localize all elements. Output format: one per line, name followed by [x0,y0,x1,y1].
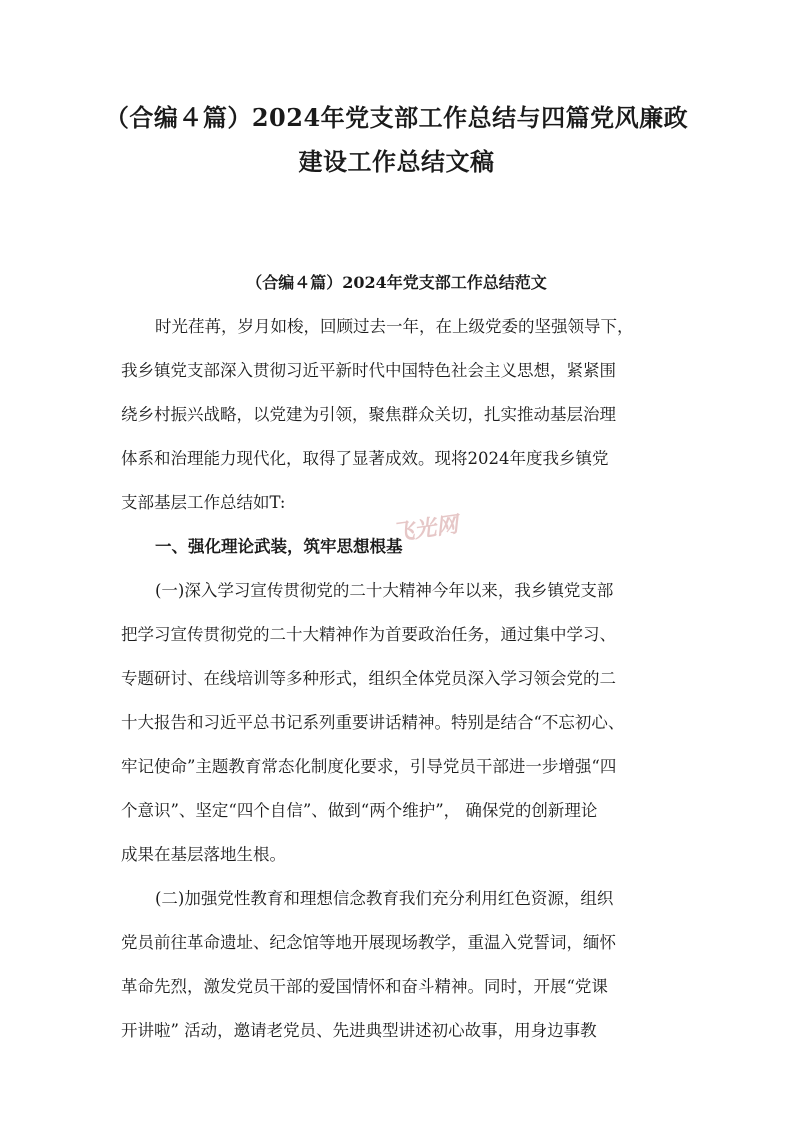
watermark-logo: 飞光网 [390,512,460,547]
paragraph-line: 专题研讨、在线培训等多种形式，组织全体党员深入学习领会党的二 [121,669,616,688]
paragraph-line: 成果在基层落地生根。 [121,845,286,864]
paragraph-line: 我乡镇党支部深入贯彻习近平新时代中国特色社会主义思想，紧紧围 [121,361,616,380]
paragraph-line: (一)深入学习宣传贯彻党的二十大精神今年以来，我乡镇党支部 [155,581,614,600]
section-title: （合编４篇）2024年党支部工作总结范文 [246,273,547,292]
paragraph-line: 把学习宣传贯彻党的二十大精神作为首要政治任务，通过集中学习、 [121,625,616,644]
title-line-2: 建设工作总结文稿 [298,147,495,176]
paragraph-line: (二)加强党性教育和理想信念教育我们充分利用红色资源，组织 [155,889,614,908]
paragraph-line: 绕乡村振兴战略，以党建为引领，聚焦群众关切，扎实推动基层治理 [121,405,616,424]
paragraph-line: 体系和治理能力现代化，取得了显著成效。现将2024年度我乡镇党 [121,449,609,468]
document-title [80,96,713,184]
paragraph-line: 时光荏苒，岁月如梭，回顾过去一年，在上级党委的坚强领导下， [155,317,634,336]
section-heading: 一、强化理论武装，筑牢思想根基 [155,537,403,556]
title-line-1: （合编４篇）2024年党支部工作总结与四篇党风廉政 [104,103,689,132]
paragraph-line: 个意识”、坚定“四个自信”、做到“两个维护”， 确保党的创新理论 [121,801,598,820]
paragraph-line: 十大报告和习近平总书记系列重要讲话精神。特别是结合“不忘初心、 [121,713,625,732]
paragraph-line: 牢记使命”主题教育常态化制度化要求，引导党员干部进一步增强“四 [121,757,617,776]
paragraph-line: 开讲啦” 活动，邀请老党员、先进典型讲述初心故事，用身边事教 [121,1021,597,1040]
paragraph-line: 支部基层工作总结如T: [121,493,286,512]
paragraph-line: 党员前往革命遗址、纪念馆等地开展现场教学，重温入党誓词，缅怀 [121,933,616,952]
paragraph-line: 革命先烈，激发党员干部的爱国情怀和奋斗精神。同时，开展“党课 [121,977,608,996]
